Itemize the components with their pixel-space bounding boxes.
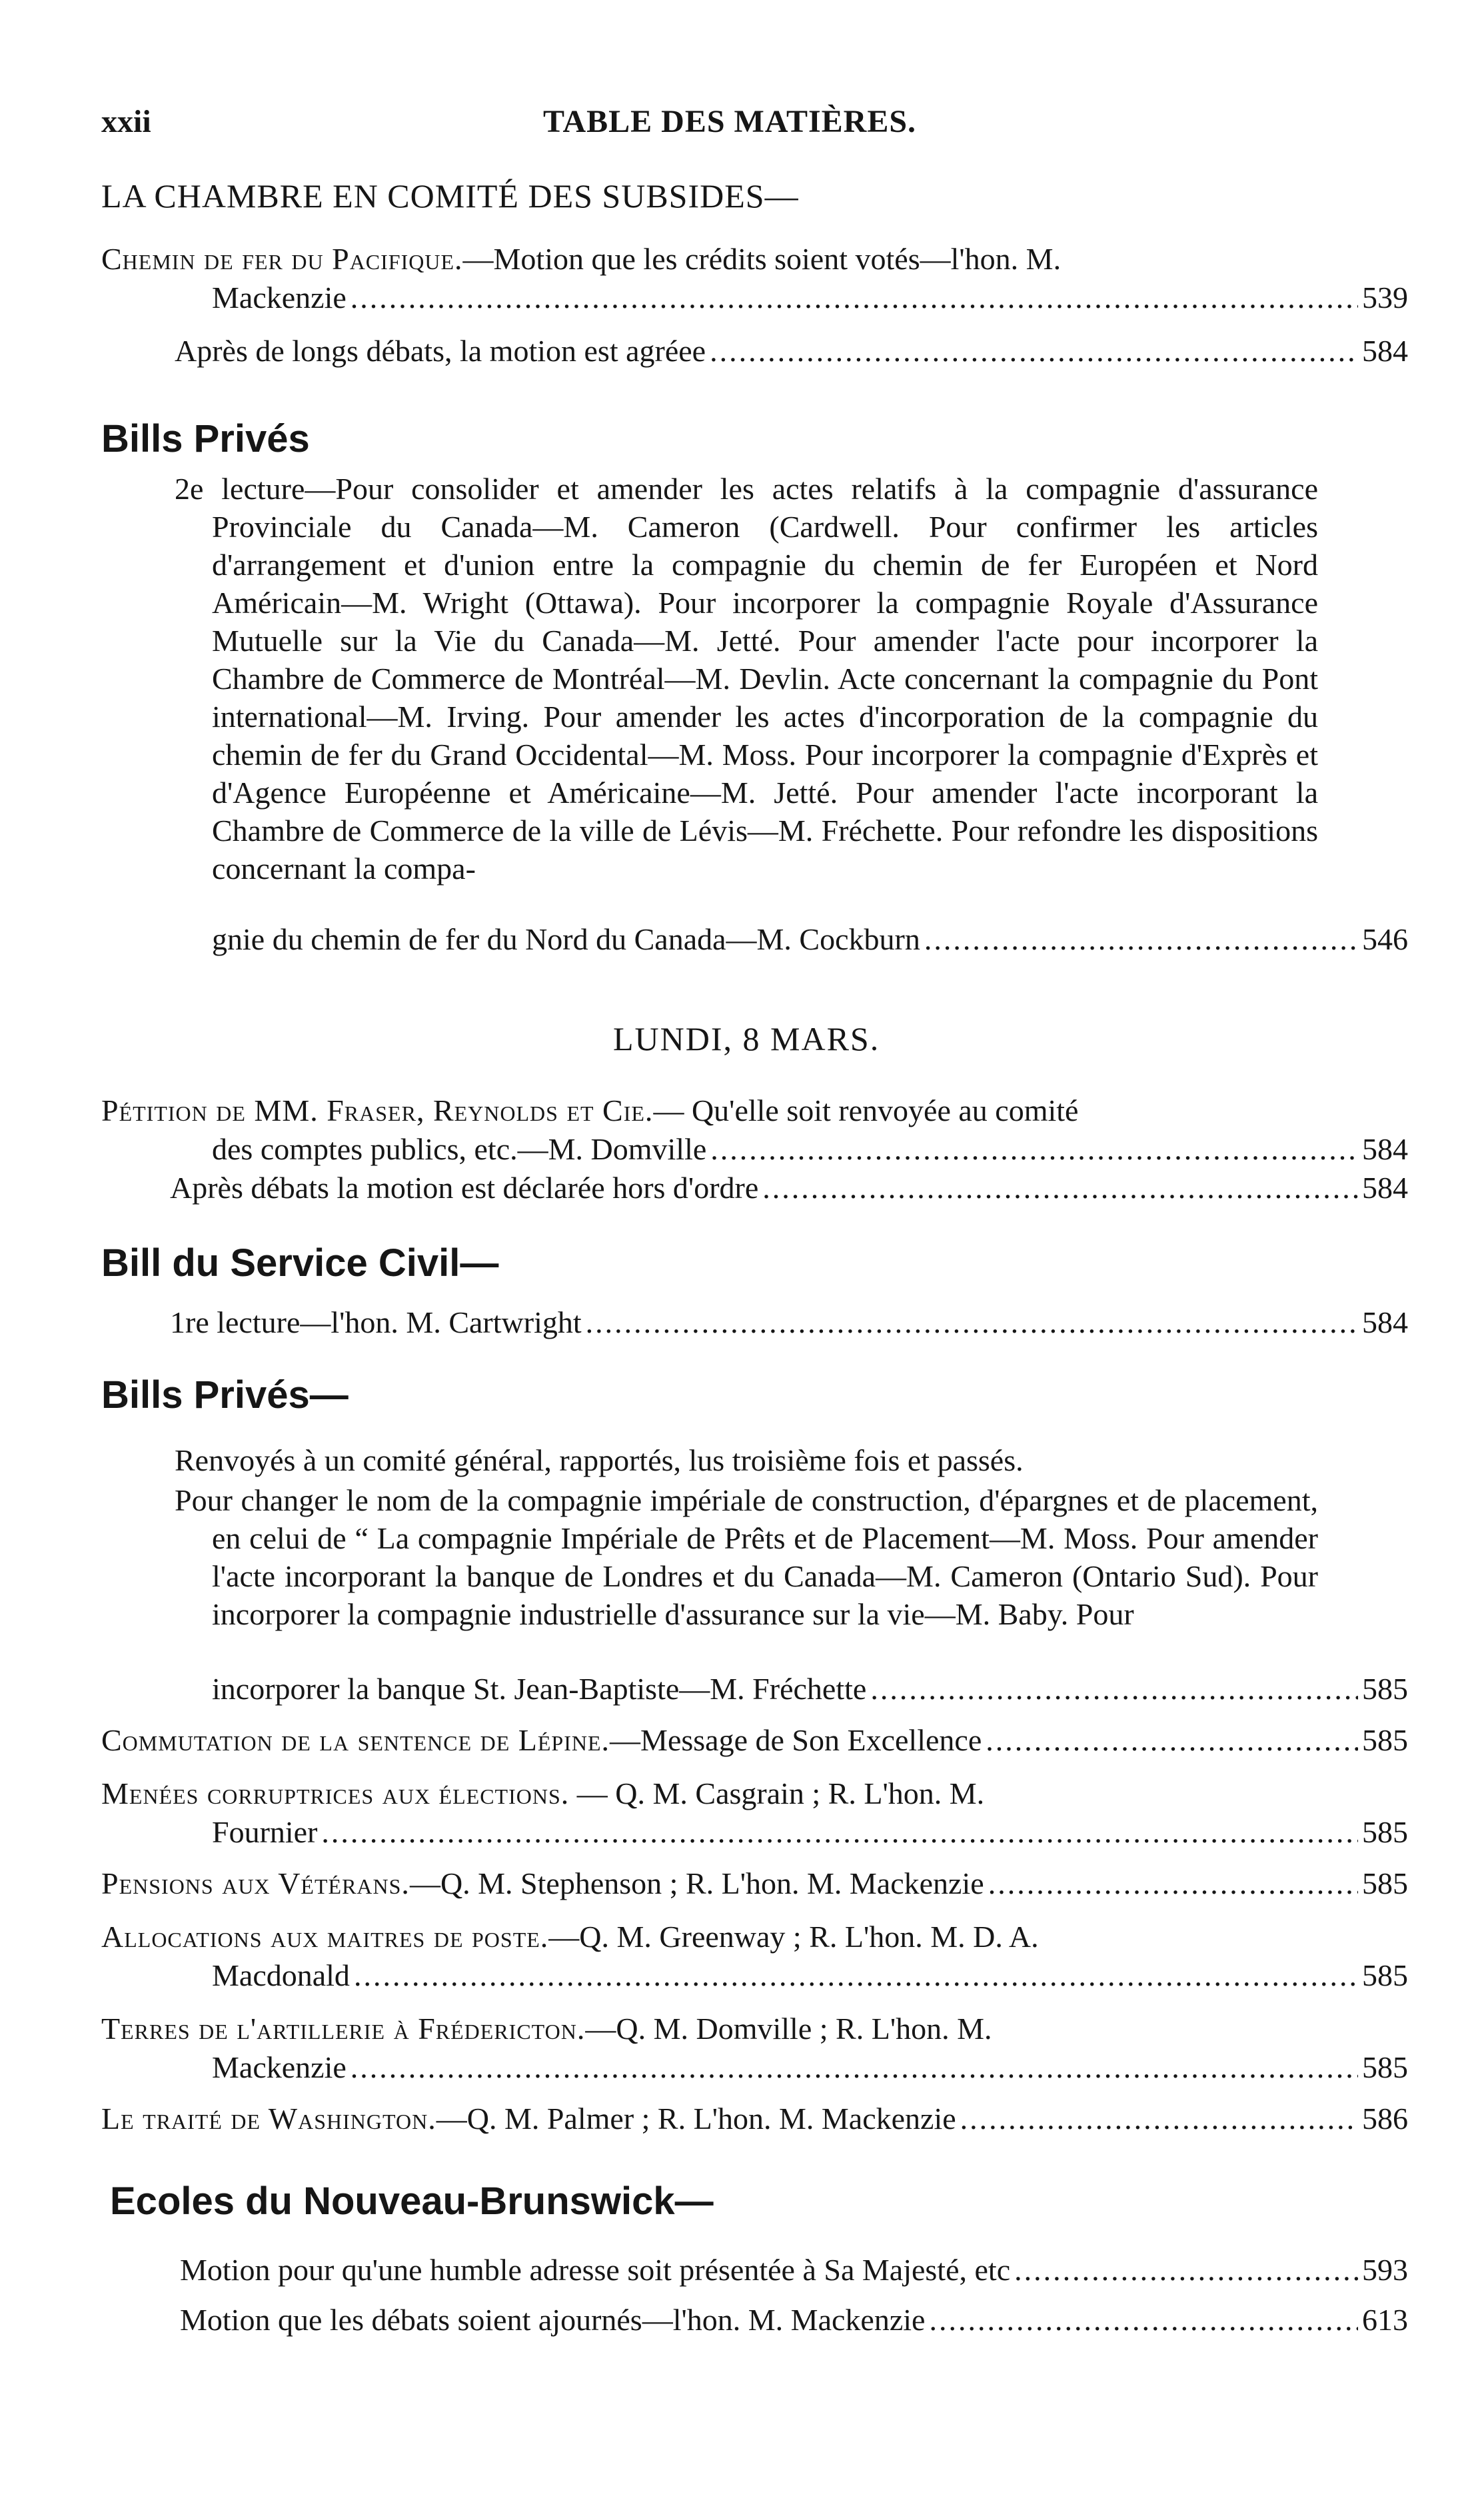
- entry-pensions: [101, 1866, 1408, 1901]
- entry-line: [212, 1958, 1408, 1993]
- entry-subject: Terres de l'artillerie à Frédericton.: [101, 2012, 586, 2046]
- entry-line: [170, 1305, 1408, 1340]
- entry-text: —Message de Son Excellence: [610, 1723, 982, 1757]
- section-heading-ecoles: Ecoles du Nouveau-Brunswick—: [110, 2180, 714, 2223]
- page-ref: 584: [1362, 1305, 1408, 1339]
- entry-line: [212, 1814, 1408, 1850]
- entry-subject: Allocations aux maitres de poste.: [101, 1920, 549, 1954]
- entry-line: [212, 1131, 1408, 1167]
- page-ref: 585: [1362, 1672, 1408, 1706]
- entry-last-line: gnie du chemin de fer du Nord du Canada—M. Cockburn: [212, 922, 920, 956]
- page-ref: 586: [1362, 2102, 1408, 2136]
- entry-petition: [101, 1093, 1078, 1128]
- entry-subject: Commutation de la sentence de Lépine.: [101, 1723, 610, 1757]
- leader-dots: [762, 1170, 1358, 1205]
- section-heading-bills-prives: Bills Privés: [101, 417, 310, 460]
- page-ref: 584: [1362, 1171, 1408, 1205]
- entry-continuation: Mackenzie: [212, 2050, 347, 2084]
- entry-text: Motion que les débats soient ajournés—l'hon. M. Mackenzie: [180, 2303, 926, 2337]
- leader-dots: [321, 1814, 1358, 1850]
- page-ref: 584: [1362, 1132, 1408, 1166]
- entry-continuation: Fournier: [212, 1815, 318, 1849]
- entry-text: — Q. M. Casgrain ; R. L'hon. M.: [569, 1776, 985, 1810]
- entry-continuation: Macdonald: [212, 1958, 350, 1992]
- leader-dots: [870, 1671, 1358, 1706]
- page-ref: 585: [1362, 2050, 1408, 2084]
- leader-dots: [351, 280, 1358, 315]
- entry-line: [180, 2302, 1408, 2337]
- entry-text: 1re lecture—l'hon. M. Cartwright: [170, 1305, 582, 1339]
- entry-continuation: Mackenzie: [212, 281, 347, 315]
- entry-text: —Q. M. Greenway ; R. L'hon. M. D. A.: [548, 1920, 1039, 1954]
- entry-line: [212, 922, 1408, 957]
- entry-line: [212, 1671, 1408, 1706]
- leader-dots: [710, 1131, 1358, 1167]
- entry-text: —Motion que les crédits soient votés—l'hon. M.: [462, 242, 1062, 276]
- leader-dots: [929, 2302, 1358, 2337]
- entry-line: [212, 2050, 1408, 2085]
- entry-line: [180, 2252, 1408, 2287]
- bills-paragraph-2: Pour changer le nom de la compagnie impériale de construction, d'épargnes et de placement, en celui de “ La compagnie Impériale de Prêts et de Placement—M. Moss. Pour amender l'acte incorporant la banque de Londres et du Canada—M. Cameron (Ontario Sud). Pour incorporer la compagnie industrielle d'assurance sur la vie—M. Baby. Pour: [175, 1483, 1318, 1631]
- entry-text: — Qu'elle soit renvoyée au comité: [653, 1093, 1079, 1127]
- page-ref: 585: [1362, 1866, 1408, 1900]
- page-ref: 539: [1362, 281, 1408, 315]
- entry-last-line: incorporer la banque St. Jean-Baptiste—M. Fréchette: [212, 1672, 867, 1706]
- leader-dots: [351, 2050, 1358, 2085]
- section-heading-subsides: LA CHAMBRE EN COMITÉ DES SUBSIDES—: [101, 177, 799, 215]
- entry-subject: Menées corruptrices aux élections.: [101, 1776, 570, 1810]
- page-title: TABLE DES MATIÈRES.: [543, 104, 917, 139]
- leader-dots: [960, 2101, 1358, 2136]
- entry-line: [170, 1170, 1408, 1205]
- entry-menees: [101, 1776, 984, 1811]
- entry-subject: Chemin de fer du Pacifique.: [101, 242, 463, 276]
- entry-text: Après de longs débats, la motion est agréee: [175, 334, 706, 368]
- entry-text: —Q. M. Palmer ; R. L'hon. M. Mackenzie: [436, 2102, 956, 2136]
- entry-line: [175, 333, 1408, 368]
- entry-text: Motion pour qu'une humble adresse soit présentée à Sa Majesté, etc: [180, 2253, 1011, 2287]
- entry-text: —Q. M. Stephenson ; R. L'hon. M. Mackenzie: [409, 1866, 984, 1900]
- entry-terres: [101, 2011, 992, 2046]
- leader-dots: [988, 1866, 1358, 1901]
- leader-dots: [586, 1305, 1358, 1340]
- page-ref: 593: [1362, 2253, 1408, 2287]
- leader-dots: [986, 1722, 1358, 1758]
- date-heading: LUNDI, 8 MARS.: [613, 1020, 880, 1057]
- entry-traite: [101, 2101, 1408, 2136]
- leader-dots: [354, 1958, 1358, 1993]
- entry-continuation: des comptes publics, etc.—M. Domville: [212, 1132, 707, 1166]
- entry-chemin-pacifique: [101, 241, 1061, 277]
- entry-allocations: [101, 1919, 1039, 1954]
- bills-paragraph: 2e lecture—Pour consolider et amender les actes relatifs à la compagnie d'assurance Provinciale du Canada—M. Cameron (Cardwell. Pour confirmer les articles d'arrangement et d'union entre la compagnie du chemin de fer Européen et Nord Américain—M. Wright (Ottawa). Pour incorporer la compagnie Royale d'Assurance Mutuelle sur la Vie du Canada—M. Jetté. Pour amender l'acte pour incorporer la Chambre de Commerce de Montréal—M. Devlin. Acte concernant la compagnie du Pont international—M. Irving. Pour amender les actes d'incorporation de la compagnie du chemin de fer du Grand Occidental—M. Moss. Pour incorporer la compagnie d'Exprès et d'Agence Européenne et Américaine—M. Jetté. Pour amender l'acte incorporant la Chambre de Commerce de la ville de Lévis—M. Fréchette. Pour refondre les dispositions concernant la compa-: [175, 472, 1318, 886]
- bills-intro-line: Renvoyés à un comité général, rapportés, lus troisième fois et passés.: [175, 1443, 1024, 1477]
- page-ref: 585: [1362, 1723, 1408, 1757]
- section-heading-service-civil: Bill du Service Civil—: [101, 1241, 499, 1285]
- page-ref: 585: [1362, 1815, 1408, 1849]
- entry-commutation: [101, 1722, 1408, 1758]
- entry-subject: Pensions aux Vétérans.: [101, 1866, 410, 1900]
- entry-text: Après débats la motion est déclarée hors d'ordre: [170, 1171, 759, 1205]
- page-number: xxii: [101, 104, 151, 139]
- entry-line: [212, 280, 1408, 315]
- section-heading-bills-prives-2: Bills Privés—: [101, 1373, 349, 1417]
- entry-text: —Q. M. Domville ; R. L'hon. M.: [585, 2012, 992, 2046]
- page-ref: 546: [1362, 922, 1408, 956]
- page-ref: 585: [1362, 1958, 1408, 1992]
- leader-dots: [924, 922, 1358, 957]
- entry-subject: Le traité de Washington.: [101, 2102, 436, 2136]
- page-ref: 613: [1362, 2303, 1408, 2337]
- page-ref: 584: [1362, 334, 1408, 368]
- leader-dots: [1014, 2252, 1358, 2287]
- leader-dots: [710, 333, 1358, 368]
- entry-subject: Pétition de MM. Fraser, Reynolds et Cie.: [101, 1093, 654, 1127]
